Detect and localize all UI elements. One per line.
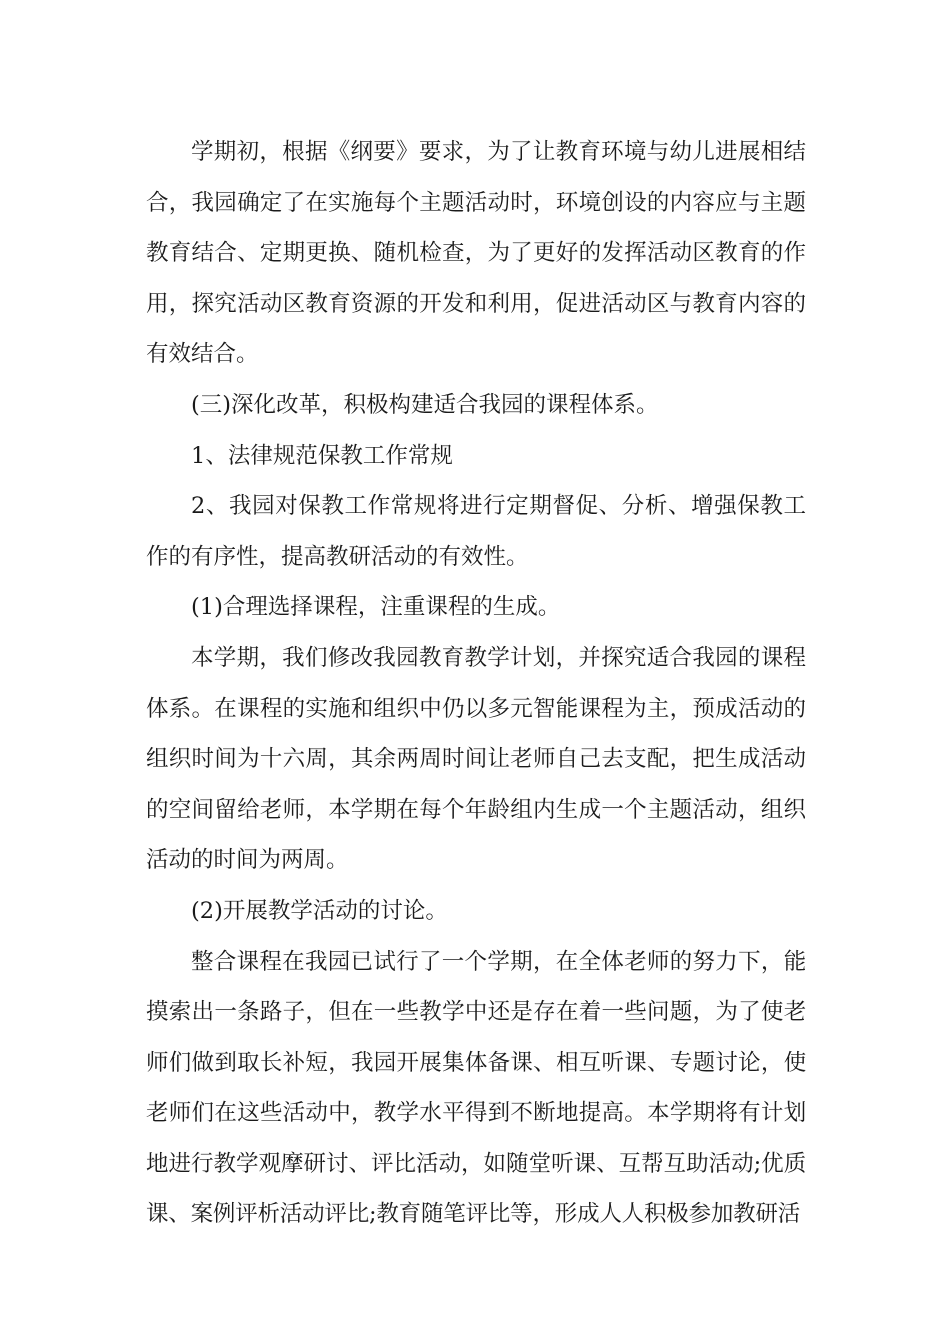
paragraph-semester-plan: 本学期，我们修改我园教育教学计划，并探究适合我园的课程体系。在课程的实施和组织中仍以多元智能课程为主，预成活动的组织时间为十六周，其余两周时间让老师自己去支配，把生成活动的空间留给老师，本学期在每个年龄组内生成一个主题活动，组织活动的时间为两周。 [146,644,806,874]
section-heading-curriculum-reform: (三)深化改革，积极构建适合我园的课程体系。 [191,391,659,418]
list-item-1: 1、法律规范保教工作常规 [191,442,453,469]
subheading-choose-curriculum: (1)合理选择课程，注重课程的生成。 [191,594,561,621]
list-item-2: 2、我园对保教工作常规将进行定期督促、分析、增强保教工作的有序性，提高教研活动的有效性。 [146,493,806,570]
subheading-teaching-discussion: (2)开展教学活动的讨论。 [191,897,448,924]
document-body [146,127,806,1240]
paragraph-integrated-curriculum: 整合课程在我园已试行了一个学期，在全体老师的努力下，能摸索出一条路子，但在一些教学中还是存在着一些问题，为了使老师们做到取长补短，我园开展集体备课、相互听课、专题讨论，使老师们在这些活动中，教学水平得到不断地提高。本学期将有计划地进行教学观摩研讨、评比活动，如随堂听课、互帮互助活动;优质课、案例评析活动评比;教育随笔评比等，形成人人积极参加教研活 [146,948,806,1228]
paragraph-environment-creation: 学期初，根据《纲要》要求，为了让教育环境与幼儿进展相结合，我园确定了在实施每个主题活动时，环境创设的内容应与主题教育结合、定期更换、随机检查，为了更好的发挥活动区教育的作用，探究活动区教育资源的开发和利用，促进活动区与教育内容的有效结合。 [146,139,806,368]
